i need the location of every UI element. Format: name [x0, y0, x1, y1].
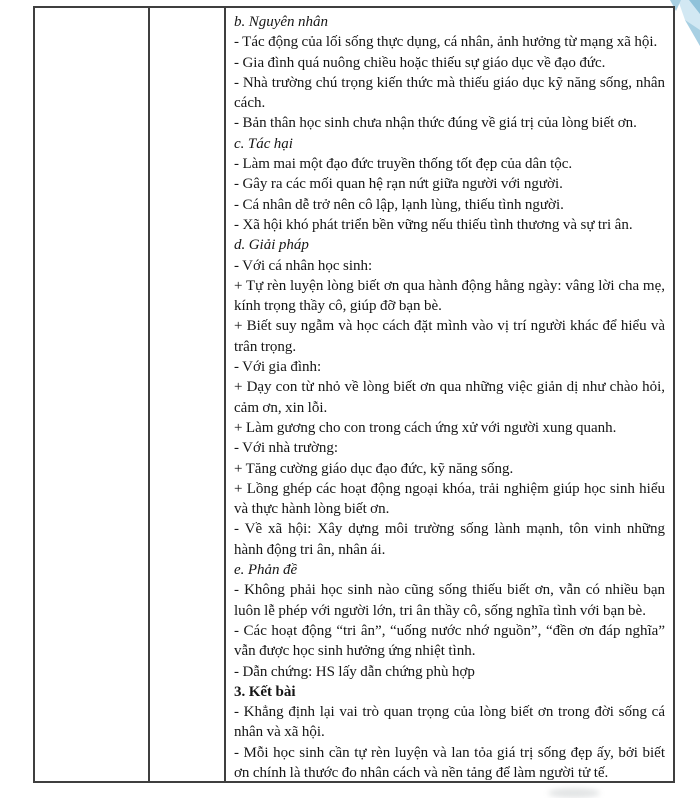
answer-line: 3. Kết bài — [234, 683, 296, 700]
answer-line: + Dạy con từ nhỏ về lòng biết ơn qua những việc giản dị như chào hỏi, cảm ơn, xin lỗi. — [234, 379, 665, 416]
answer-line: - Các hoạt động “tri ân”, “uống nước nhớ nguồn”, “đền ơn đáp nghĩa” vẫn được học sinh hưởng ứng nhiệt tình. — [234, 622, 665, 660]
answer-line: - Không phải học sinh nào cũng sống thiếu biết ơn, vẫn có nhiều bạn luôn lễ phép với người lớn, tri ân thầy cô, sống nghĩa tình với bạn bè. — [234, 582, 665, 619]
answer-line: - Bản thân học sinh chưa nhận thức đúng về giá trị của lòng biết ơn. — [234, 115, 637, 132]
answer-line: e. Phản đề — [234, 562, 298, 579]
answer-line: + Tăng cường giáo dục đạo đức, kỹ năng sống. — [234, 460, 514, 477]
answer-line: + Tự rèn luyện lòng biết ơn qua hành động hằng ngày: vâng lời cha mẹ, kính trọng thầy cô, giúp đỡ bạn bè. — [234, 277, 665, 315]
answer-line: - Với cá nhân học sinh: — [234, 257, 373, 274]
table-cell-score-column-empty — [150, 8, 226, 781]
answer-line: - Cá nhân dễ trở nên cô lập, lạnh lùng, thiếu tình người. — [234, 196, 564, 213]
table-cell-answer-content — [226, 8, 673, 781]
answer-line: - Với gia đình: — [234, 359, 322, 376]
answer-line: + Biết suy ngẫm và học cách đặt mình vào vị trí người khác để hiểu và trân trọng. — [234, 318, 665, 355]
answer-line: + Làm gương cho con trong cách ứng xử với người xung quanh. — [234, 419, 617, 436]
answer-line: - Gia đình quá nuông chiều hoặc thiếu sự giáo dục về đạo đức. — [234, 54, 606, 71]
answer-line: b. Nguyên nhân — [234, 14, 328, 30]
answer-line: + Lồng ghép các hoạt động ngoại khóa, trải nghiệm giúp học sinh hiểu và thực hành lòng biết ơn. — [234, 480, 665, 518]
grading-table — [33, 6, 675, 783]
answer-line: - Mỗi học sinh cần tự rèn luyện và lan tỏa giá trị sống đẹp ấy, bởi biết ơn chính là thước đo nhân cách và nền tảng để làm người tử tế. — [234, 744, 665, 781]
answer-line: - Khẳng định lại vai trò quan trọng của lòng biết ơn trong đời sống cá nhân và xã hội. — [234, 704, 665, 741]
answer-line: d. Giải pháp — [234, 237, 309, 254]
answer-line: - Xã hội khó phát triển bền vững nếu thiếu tình thương và sự tri ân. — [234, 216, 633, 233]
answer-line: - Nhà trường chú trọng kiến thức mà thiếu giáo dục kỹ năng sống, nhân cách. — [234, 74, 665, 112]
answer-line: c. Tác hại — [234, 135, 293, 152]
answer-line: - Gây ra các mối quan hệ rạn nứt giữa người với người. — [234, 176, 563, 193]
answer-line: - Làm mai một đạo đức truyền thống tốt đẹp của dân tộc. — [234, 156, 573, 173]
answer-line: - Tác động của lối sống thực dụng, cá nhân, ảnh hưởng từ mạng xã hội. — [234, 34, 658, 51]
table-cell-question-column-empty — [35, 8, 150, 781]
page-edge-artifact — [548, 788, 600, 798]
answer-line: - Về xã hội: Xây dựng môi trường sống lành mạnh, tôn vinh những hành động tri ân, nhân ái. — [234, 521, 665, 558]
answer-line: - Dẫn chứng: HS lấy dẫn chứng phù hợp — [234, 663, 475, 680]
answer-line: - Với nhà trường: — [234, 440, 339, 457]
